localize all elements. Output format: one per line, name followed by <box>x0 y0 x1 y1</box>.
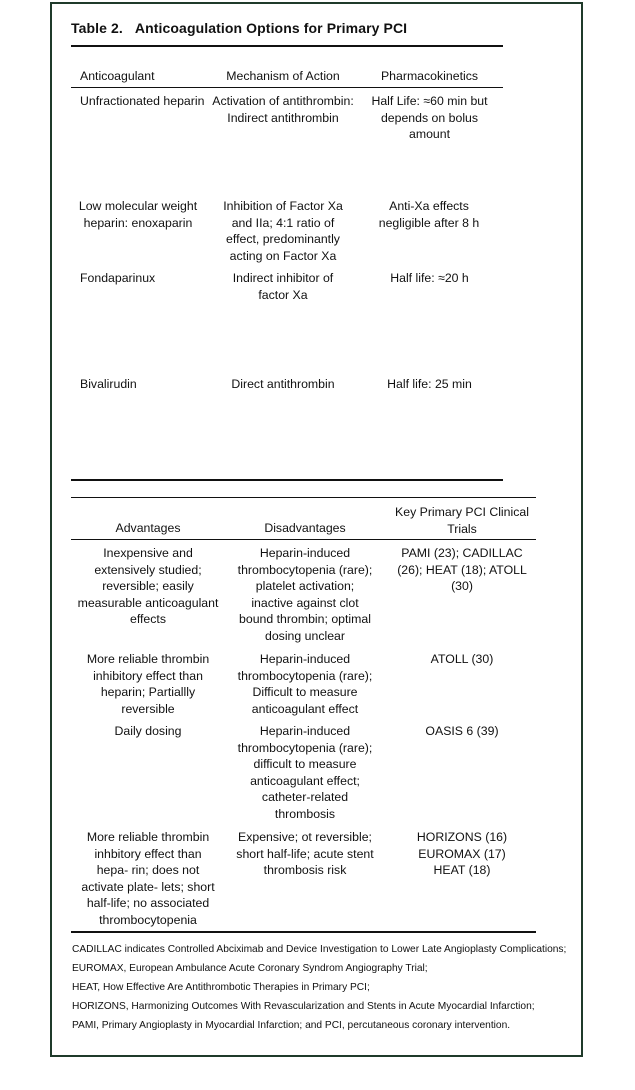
header-disadvantages: Disadvantages <box>264 521 346 535</box>
footnote-heat: HEAT, How Effective Are Antithrombotic Therapies in Primary PCI; <box>72 982 370 993</box>
row3-pharmacokinetics: Half life: ≈20 h <box>390 271 469 285</box>
row3-trials: OASIS 6 (39) <box>425 724 499 738</box>
header-rule <box>71 87 503 88</box>
row4-trials: HORIZONS (16) EUROMAX (17) HEAT (18) <box>416 830 508 877</box>
row3-disadvantages: Heparin-induced thrombocytopenia (rare); difficult to measure anticoagulant effect; catheter-related thrombosis <box>237 724 373 821</box>
row1-mechanism: Activation of antithrombin: Indirect antithrombin <box>212 94 354 125</box>
footnote-pami: PAMI, Primary Angioplasty in Myocardial Infarction; and PCI, percutaneous coronary intervention. <box>72 1020 511 1031</box>
row1-trials: PAMI (23); CADILLAC (26); HEAT (18); ATOLL (30) <box>397 546 527 593</box>
row1-disadvantages: Heparin-induced thrombocytopenia (rare); platelet activation; inactive against clot bound thrombin; optimal dosing unclear <box>237 546 373 643</box>
row1-pharmacokinetics: Half Life: ≈60 min but depends on bolus amount <box>371 94 488 141</box>
bottom-header-rule <box>71 539 536 540</box>
top-rule <box>71 45 503 47</box>
row3-mechanism: Indirect inhibitor of factor Xa <box>232 271 334 302</box>
row2-anticoagulant: Low molecular weight heparin: enoxaparin <box>78 199 198 230</box>
row2-advantages: More reliable thrombin inhibitory effect than heparin; Partiallly reversible <box>86 652 210 716</box>
footnote-cadillac: CADILLAC indicates Controlled Abciximab and Device Investigation to Lower Late Angioplasty Complications; <box>72 944 567 955</box>
row3-anticoagulant: Fondaparinux <box>80 271 156 285</box>
table-label: Table 2. <box>71 20 123 36</box>
header-anticoagulant: Anticoagulant <box>80 69 155 83</box>
header-advantages: Advantages <box>115 521 181 535</box>
footnote-euromax: EUROMAX, European Ambulance Acute Coronary Syndrom Angiography Trial; <box>72 963 428 974</box>
footnote-horizons: HORIZONS, Harmonizing Outcomes With Revascularization and Stents in Acute Myocardial Infarction; <box>72 1001 535 1012</box>
table-title-text: Anticoagulation Options for Primary PCI <box>134 20 408 36</box>
row2-trials: ATOLL (30) <box>430 652 494 666</box>
bottom-section-top-rule <box>71 497 536 498</box>
table-title <box>71 20 407 36</box>
row2-mechanism: Inhibition of Factor Xa and IIa; 4:1 ratio of effect, predominantly acting on Factor Xa <box>223 199 343 263</box>
row4-mechanism: Direct antithrombin <box>231 377 335 391</box>
row4-disadvantages: Expensive; ot reversible; short half-life; acute stent thrombosis risk <box>236 830 374 877</box>
row4-pharmacokinetics: Half life: 25 min <box>387 377 472 391</box>
header-trials: Key Primary PCI Clinical Trials <box>395 505 529 536</box>
header-pharmacokinetics: Pharmacokinetics <box>380 69 479 83</box>
row2-disadvantages: Heparin-induced thrombocytopenia (rare); Difficult to measure anticoagulant effect <box>237 652 373 716</box>
header-mechanism: Mechanism of Action <box>226 69 340 83</box>
row4-advantages: More reliable thrombin inhbitory effect than hepa- rin; does not activate plate- lets; short half-life; no associated thrombocytopenia <box>81 830 215 927</box>
row3-advantages: Daily dosing <box>114 724 182 738</box>
top-section-bottom-rule <box>71 479 503 481</box>
table-bottom-rule <box>71 931 536 933</box>
row1-advantages: Inexpensive and extensively studied; reversible; easily measurable anticoagulant effects <box>77 546 219 626</box>
row1-anticoagulant: Unfractionated heparin <box>80 94 205 108</box>
row4-anticoagulant: Bivalirudin <box>80 377 137 391</box>
row2-pharmacokinetics: Anti-Xa effects negligible after 8 h <box>378 199 480 230</box>
